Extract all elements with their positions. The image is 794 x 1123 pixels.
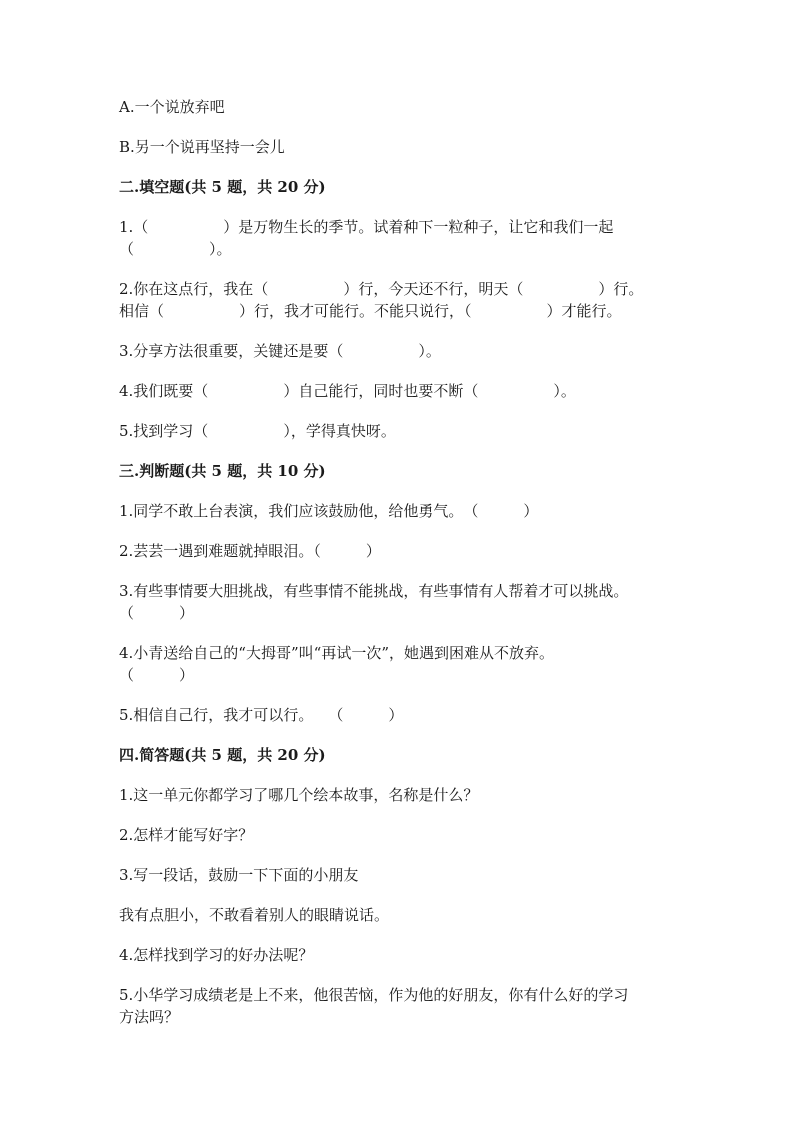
question-line: 1.这一单元你都学习了哪几个绘本故事，名称是什么？ [119, 786, 479, 804]
question-line: 1.（ ）是万物生长的季节。试着种下一粒种子，让它和我们一起 [119, 218, 614, 236]
question-line: 1.同学不敢上台表演，我们应该鼓励他，给他勇气。 （ ） [119, 502, 539, 520]
option-a: A.一个说放弃吧 [119, 98, 225, 116]
true-false-question-3 [119, 580, 679, 624]
question-line: 方法吗？ [119, 1008, 180, 1026]
question-line: 3.有些事情要大胆挑战，有些事情不能挑战，有些事情有人帮着才可以挑战。 [119, 582, 629, 600]
question-line: 3.写一段话，鼓励一下下面的小朋友 [119, 866, 359, 884]
fill-blank-question-5 [119, 420, 679, 442]
question-line: 4.小青送给自己的“大拇哥”叫“再试一次”，她遇到困难从不放弃。 [119, 644, 554, 662]
question-line: 4.我们既要（ ）自己能行，同时也要不断（ ）。 [119, 382, 576, 400]
true-false-question-5 [119, 704, 679, 726]
question-line: （ ） [119, 666, 195, 684]
question-line: 2.怎样才能写好字？ [119, 826, 254, 844]
short-answer-question-1 [119, 784, 679, 806]
question-line: 2.芸芸一遇到难题就掉眼泪。（ ） [119, 542, 381, 560]
question-line: （ ）。 [119, 240, 232, 258]
question-line: （ ） [119, 604, 195, 622]
question-line: 4.怎样找到学习的好办法呢？ [119, 946, 314, 964]
fill-blank-question-1 [119, 216, 679, 260]
section-fill-blank-title: 二.填空题(共 5 题，共 20 分) [119, 178, 326, 196]
option-b: B.另一个说再坚持一会儿 [119, 138, 285, 156]
short-answer-question-5 [119, 984, 679, 1028]
question-line: 2.你在这点行，我在（ ）行，今天还不行，明天（ ）行。 [119, 280, 644, 298]
question-line: 5.找到学习（ ），学得真快呀。 [119, 422, 396, 440]
fill-blank-question-3 [119, 340, 679, 362]
short-answer-question-2 [119, 824, 679, 846]
question-line: 相信（ ）行，我才可能行。不能只说行，（ ）才能行。 [119, 302, 622, 320]
short-answer-question-3 [119, 864, 679, 886]
section-short-answer-title: 四.简答题(共 5 题，共 20 分) [119, 746, 326, 764]
question-line: 我有点胆小，不敢看着别人的眼睛说话。 [119, 906, 390, 924]
question-line: 5.相信自己行，我才可以行。 （ ） [119, 706, 404, 724]
section-true-false-title: 三.判断题(共 5 题，共 10 分) [119, 462, 326, 480]
short-answer-question-4 [119, 944, 679, 966]
fill-blank-question-4 [119, 380, 679, 402]
true-false-question-2 [119, 540, 679, 562]
question-line: 5.小华学习成绩老是上不来，他很苦恼，作为他的好朋友，你有什么好的学习 [119, 986, 629, 1004]
question-line: 3.分享方法很重要，关键还是要（ ）。 [119, 342, 441, 360]
fill-blank-question-2 [119, 278, 679, 322]
true-false-question-4 [119, 642, 679, 686]
true-false-question-1 [119, 500, 679, 522]
short-answer-prompt [119, 904, 679, 926]
exam-page [119, 96, 679, 1046]
